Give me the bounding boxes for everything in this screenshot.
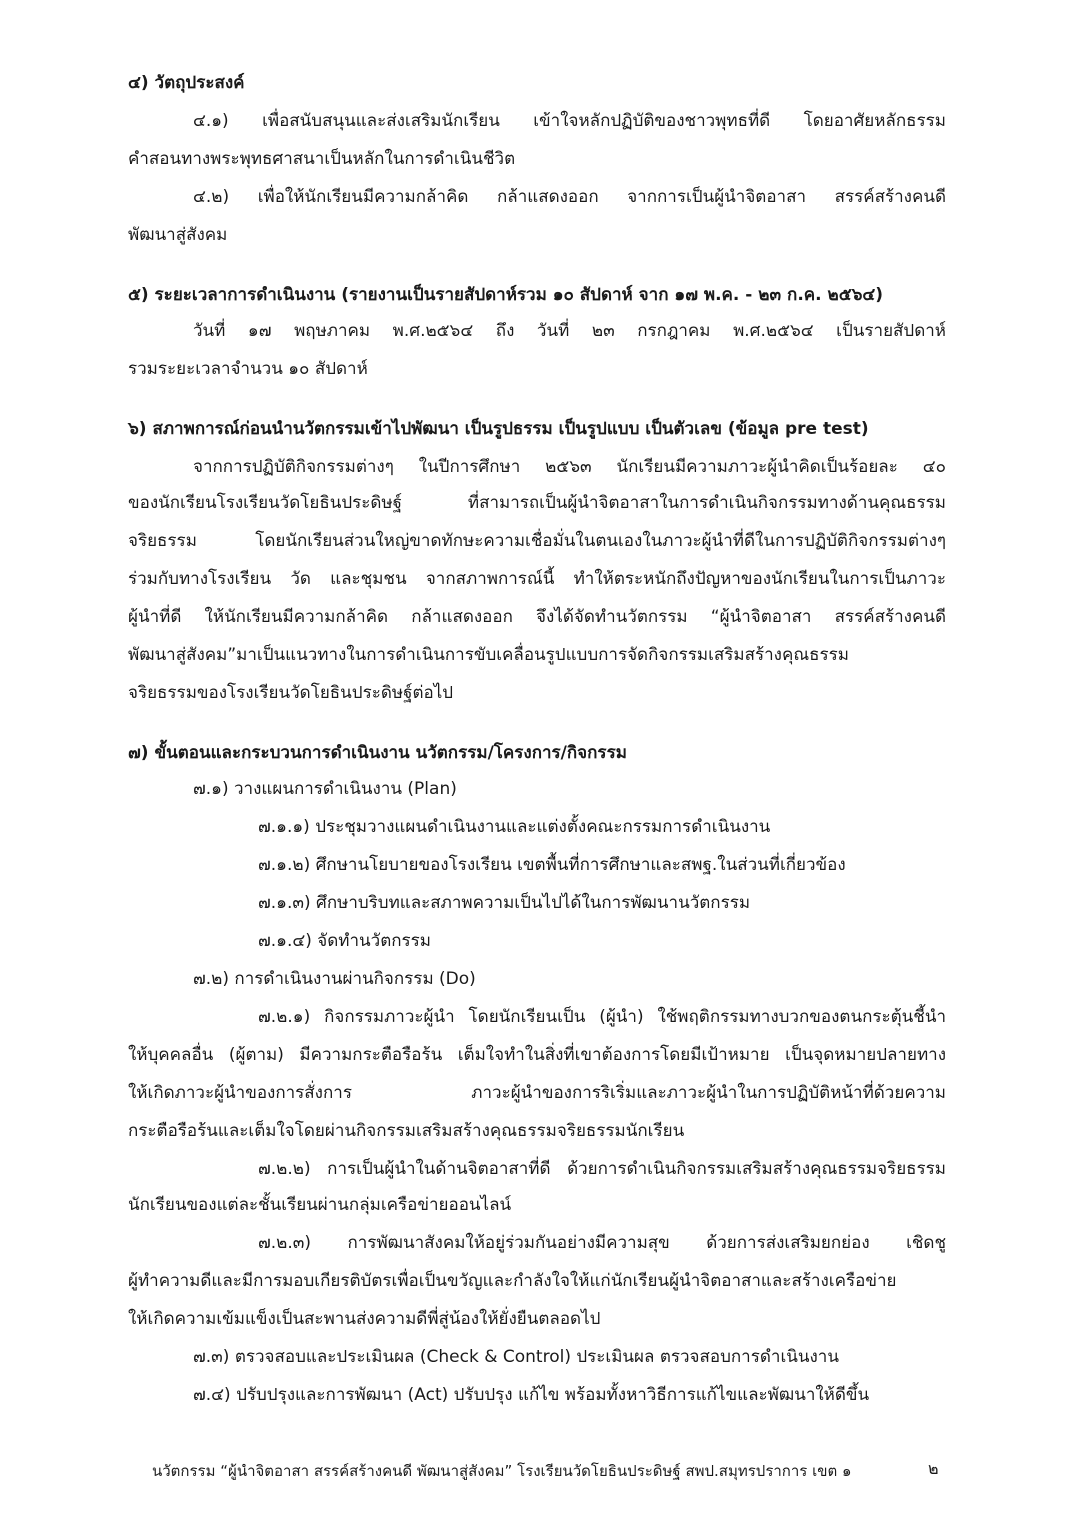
section-4-2-line-2: พัฒนาสู่สังคม — [128, 225, 228, 245]
section-7-heading: ๗) ขั้นตอนและกระบวนการดำเนินงาน นวัตกรรม/โครงการ/กิจกรรม — [128, 743, 627, 763]
step-7-1-4: ๗.๑.๔) จัดทำนวัตกรรม — [258, 931, 432, 951]
step-7-1-2: ๗.๑.๒) ศึกษานโยบายของโรงเรียน เขตพื้นที่การศึกษาและสพฐ.ในส่วนที่เกี่ยวข้อง — [258, 855, 846, 875]
page-footer: นวัตกรรม “ผู้นำจิตอาสา สรรค์สร้างคนดี พัฒนาสู่สังคม” โรงเรียนวัดโยธินประดิษฐ์ สพป.สมุทรปราการ เขต ๑ — [152, 1462, 852, 1480]
step-7-2-2-line: นักเรียนของแต่ละชั้นเรียนผ่านกลุ่มเครือข่ายออนไลน์ — [128, 1195, 512, 1215]
step-7-2-1-line: กระตือรือร้นและเต็มใจโดยผ่านกิจกรรมเสริมสร้างคุณธรรมจริยธรรมนักเรียน — [128, 1121, 685, 1141]
section-4-1-line-2: คำสอนทางพระพุทธศาสนาเป็นหลักในการดำเนินชีวิต — [128, 149, 516, 169]
section-6-heading: ๖) สภาพการณ์ก่อนนำนวัตกรรมเข้าไปพัฒนา เป็นรูปธรรม เป็นรูปแบบ เป็นตัวเลข (ข้อมูล pre test) — [128, 419, 869, 439]
section-6-line: ผู้นำที่ดี ให้นักเรียนมีความกล้าคิด กล้าแสดงออก จึงได้จัดทำนวัตกรรม “ผู้นำจิตอาสา สรรค์สร้างคนดี — [128, 607, 946, 627]
section-6-line: ร่วมกับทางโรงเรียน วัด และชุมชน จากสภาพการณ์นี้ ทำให้ตระหนักถึงปัญหาของนักเรียนในการเป็นภาวะ — [128, 569, 946, 589]
step-7-2-3-line: ให้เกิดความเข้มแข็งเป็นสะพานส่งความดีพี่สู่น้องให้ยั่งยืนตลอดไป — [128, 1309, 601, 1329]
step-7-1-1: ๗.๑.๑) ประชุมวางแผนดำเนินงานและแต่งตั้งคณะกรรมการดำเนินงาน — [258, 817, 771, 837]
step-7-2-1-line: ๗.๒.๑) กิจกรรมภาวะผู้นำ โดยนักเรียนเป็น (ผู้นำ) ใช้พฤติกรรมทางบวกของตนกระตุ้นชี้นำ — [258, 1007, 946, 1027]
step-7-2-3-line: ๗.๒.๓) การพัฒนาสังคมให้อยู่ร่วมกันอย่างมีความสุข ด้วยการส่งเสริมยกย่อง เชิดชู — [258, 1233, 946, 1253]
section-6-line: พัฒนาสู่สังคม”มาเป็นแนวทางในการดำเนินการขับเคลื่อนรูปแบบการจัดกิจกรรมเสริมสร้างคุณธรรม — [128, 645, 849, 665]
section-5-heading: ๕) ระยะเวลาการดำเนินงาน (รายงานเป็นรายสัปดาห์รวม ๑๐ สัปดาห์ จาก ๑๗ พ.ค. - ๒๓ ก.ค. ๒๕๖๔) — [128, 285, 884, 305]
section-4-1-line-1: ๔.๑) เพื่อสนับสนุนและส่งเสริมนักเรียน เข้าใจหลักปฏิบัติของชาวพุทธที่ดี โดยอาศัยหลักธรรม — [193, 111, 946, 131]
section-6-line: จริยธรรม โดยนักเรียนส่วนใหญ่ขาดทักษะความเชื่อมั่นในตนเองในภาวะผู้นำที่ดีในการปฏิบัติกิจกรรมต่างๆ — [128, 531, 946, 551]
step-7-4-act: ๗.๔) ปรับปรุงและการพัฒนา (Act) ปรับปรุง แก้ไข พร้อมทั้งหาวิธีการแก้ไขและพัฒนาให้ดีขึ้น — [193, 1385, 870, 1405]
step-7-2-1-line: ให้บุคคลอื่น (ผู้ตาม) มีความกระตือรือร้น เต็มใจทำในสิ่งที่เขาต้องการโดยมีเป้าหมาย เป็นจุดหมายปลายทาง — [128, 1045, 946, 1065]
step-7-1-plan: ๗.๑) วางแผนการดำเนินงาน (Plan) — [193, 779, 457, 799]
step-7-2-1-line: ให้เกิดภาวะผู้นำของการสั่งการ ภาวะผู้นำของการริเริ่มและภาวะผู้นำในการปฏิบัติหน้าที่ด้วยความ — [128, 1083, 946, 1103]
step-7-1-3: ๗.๑.๓) ศึกษาบริบทและสภาพความเป็นไปได้ในการพัฒนานวัตกรรม — [258, 893, 751, 913]
step-7-3-check: ๗.๓) ตรวจสอบและประเมินผล (Check & Control) ประเมินผล ตรวจสอบการดำเนินงาน — [193, 1347, 839, 1367]
section-6-line: จากการปฏิบัติกิจกรรมต่างๆ ในปีการศึกษา ๒๕๖๓ นักเรียนมีความภาวะผู้นำคิดเป็นร้อยละ ๔๐ — [193, 457, 946, 477]
section-5-line-2: รวมระยะเวลาจำนวน ๑๐ สัปดาห์ — [128, 359, 368, 379]
section-4-2-line-1: ๔.๒) เพื่อให้นักเรียนมีความกล้าคิด กล้าแสดงออก จากการเป็นผู้นำจิตอาสา สรรค์สร้างคนดี — [193, 187, 946, 207]
step-7-2-2-line: ๗.๒.๒) การเป็นผู้นำในด้านจิตอาสาที่ดี ด้วยการดำเนินกิจกรรมเสริมสร้างคุณธรรมจริยธรรม — [258, 1159, 946, 1179]
section-4-heading: ๔) วัตถุประสงค์ — [128, 73, 245, 93]
page-number: ๒ — [928, 1459, 939, 1478]
section-6-line: จริยธรรมของโรงเรียนวัดโยธินประดิษฐ์ต่อไป — [128, 683, 454, 703]
step-7-2-do: ๗.๒) การดำเนินงานผ่านกิจกรรม (Do) — [193, 969, 476, 989]
section-6-line: ของนักเรียนโรงเรียนวัดโยธินประดิษฐ์ ที่สามารถเป็นผู้นำจิตอาสาในการดำเนินกิจกรรมทางด้านคุณธรรม — [128, 493, 946, 513]
section-5-line-1: วันที่ ๑๗ พฤษภาคม พ.ศ.๒๕๖๔ ถึง วันที่ ๒๓ กรกฎาคม พ.ศ.๒๕๖๔ เป็นรายสัปดาห์ — [193, 321, 946, 341]
step-7-2-3-line: ผู้ทำความดีและมีการมอบเกียรติบัตรเพื่อเป็นขวัญและกำลังใจให้แก่นักเรียนผู้นำจิตอาสาและสร้างเครือข่าย — [128, 1271, 897, 1291]
